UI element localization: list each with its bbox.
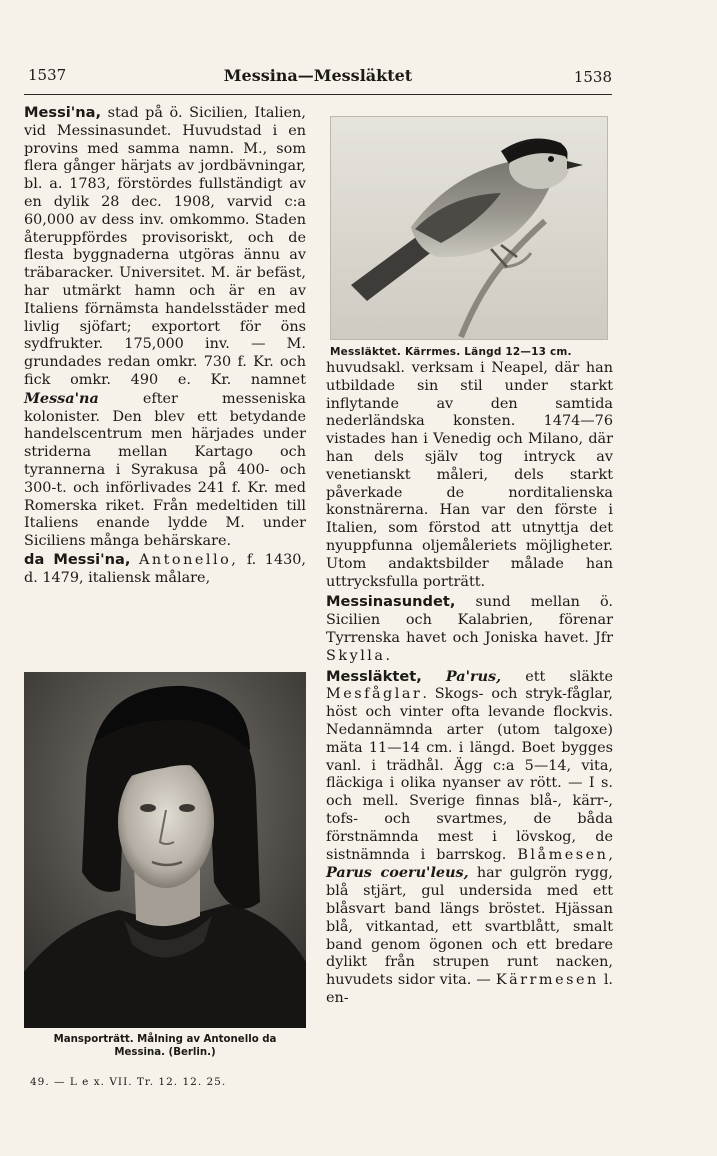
entry-antonello-continued: huvudsakl. verksam i Neapel, där han utbildade sin stil under starkt inflytande av den samtida nederländska konsten. 1474—76 vistades han i Venedig och Milano, där han dels själv tog intryck av venetianskt måleri, dels starkt påverkade de norditalienska konstnärerna. Han var den förste i Italien, som förstod att utnyttja det nyuppfunna oljemåleriets möjligheter. Utom andaktsbilder målade han uttrycksfulla porträtt.: [326, 360, 613, 590]
entry-text: har gulgrön rygg, blå stjärt, gul undersida med ett blåsvart band längs bröstet. Hjässan blå, vitkantad, ett svartblått, smalt band genom ögonen och ett bredare dylikt från strupen runt nacken, huvudets sidor vita. —: [326, 865, 613, 989]
entry-headword: Messläktet,: [326, 667, 422, 685]
entry-italic-term: Pa'rus,: [445, 667, 502, 685]
entry-text: f. 1430, d. 1479, italiensk målare,: [24, 551, 307, 586]
portrait-caption-line: Mansporträtt. Målning av Antonello da: [53, 1034, 277, 1045]
portrait-caption: [24, 1033, 306, 1059]
bird-image: [330, 116, 608, 340]
entry-text: l. en-: [326, 972, 613, 1006]
bird-caption: Messläktet. Kärrmes. Längd 12—13 cm.: [330, 346, 572, 358]
page-number-left: 1537: [28, 66, 67, 84]
running-title: Messina—Messläktet: [223, 66, 413, 85]
bird-figure: [330, 116, 606, 358]
entry-italic-term: Messa'na: [24, 389, 99, 407]
entry-messinasundet: [326, 593, 613, 665]
portrait-caption-line: Messina. (Berlin.): [114, 1047, 216, 1058]
entry-italic-term: Parus coeru'leus,: [326, 864, 469, 882]
entry-text: stad på ö. Sicilien, Italien, vid Messinasundet. Huvudstad i en provins med samma namn. M., som flera gånger härjats av jordbävningar, bl. a. 1783, förstördes fullständigt av en dylik 28 dec. 1908, varvid c:a 60,000 av dess inv. omkommo. Staden återuppfördes provisoriskt, och de flesta byggnaderna utgöras ännu av träbaracker. Universitet. M. är befäst, har utmärkt hamn och är en av Italiens förnämsta handelsstäder med livlig sjöfart; exportort för öns sydfrukter. 175,000 inv. — M. grundades redan omkr. 730 f. Kr. och fick omkr. 490 e. Kr. namnet: [24, 105, 306, 388]
entry-messlaktet: [326, 668, 613, 1008]
portrait-image: [24, 672, 306, 1028]
printer-footer: 49. — L e x. VII. Tr. 12. 12. 25.: [30, 1076, 227, 1088]
entry-text: . Skogs- och stryk-fåglar, höst och vinter ofta levande flockvis. Nedannämnda arter (utom talgoxe) mäta 11—14 cm. i längd. Boet bygges vanl. i trädhål. Ägg c:a 5—14, vita, fläckiga i olika nyanser av rött. — I s. och mell. Sverige finnas blå-, kärr-, tofs- och svartmes, de båda förstnämnda mest i lövskog, de sistnämnda i barrskog.: [326, 686, 613, 863]
entry-spaced-term: Blåmesen: [517, 846, 609, 863]
entry-headword: Messi'na,: [24, 104, 102, 121]
entry-text: efter messeniska kolonister. Den blev ett betydande handelscentrum men härjades under striderna mellan Kartago och tyrannerna i Syrakusa på 400- och 300-t. och införlivades 241 f. Kr. med Romerska riket. Från medeltiden till Italiens enande lydde M. under Siciliens många behärskare.: [24, 390, 306, 550]
entry-headword: da Messi'na,: [24, 550, 131, 568]
entry-cross-reference: Skylla: [326, 647, 386, 664]
right-column: [326, 360, 613, 1008]
entry-text: ett släkte: [501, 668, 613, 685]
entry-antonello: [24, 551, 306, 588]
entry-spaced-term: Kärrmesen: [495, 972, 599, 989]
entry-messina: [24, 104, 306, 551]
header-rule: [24, 94, 612, 95]
entry-text: .: [385, 647, 391, 664]
entry-headword: Messinasundet,: [326, 593, 456, 611]
running-header: [24, 66, 612, 92]
entry-text: ,: [608, 846, 613, 863]
page-number-right: 1538: [573, 68, 612, 86]
entry-text: sund mellan ö. Sicilien och Kalabrien, förenar Tyrrenska havet och Joniska havet. Jfr: [326, 594, 613, 646]
entry-spaced-name: Antonello,: [138, 551, 239, 568]
left-column: [24, 104, 306, 588]
entry-spaced-term: Mesfåglar: [326, 686, 423, 703]
portrait-figure: [24, 672, 306, 1059]
